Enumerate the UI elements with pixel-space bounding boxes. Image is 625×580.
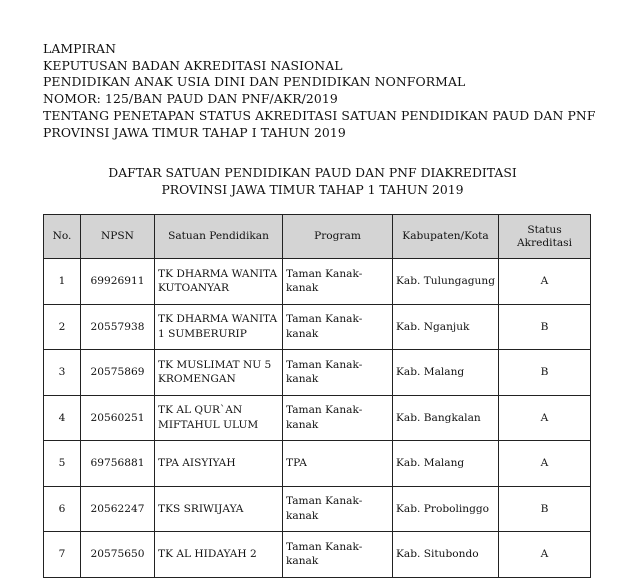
cell-no: 6 xyxy=(44,486,81,532)
cell-satuan xyxy=(155,350,283,396)
table-row xyxy=(44,486,591,532)
cell-program xyxy=(283,304,393,350)
cell-program-line: kanak xyxy=(286,282,319,295)
col-header-status xyxy=(499,215,591,259)
cell-satuan-line: KUTOANYAR xyxy=(158,282,229,295)
cell-program-line: Taman Kanak- xyxy=(286,358,363,371)
cell-kabupaten: Kab. Tulungagung xyxy=(393,259,499,305)
cell-satuan-line: TK DHARMA WANITA xyxy=(158,267,278,280)
cell-no: 4 xyxy=(44,395,81,441)
cell-program xyxy=(283,395,393,441)
cell-program-line: Taman Kanak- xyxy=(286,404,363,417)
cell-satuan-line: TK AL QUR`AN xyxy=(158,404,243,417)
header-line: NOMOR: 125/BAN PAUD DAN PNF/AKR/2019 xyxy=(43,91,338,107)
cell-npsn: 20575650 xyxy=(81,532,155,578)
cell-program xyxy=(283,350,393,396)
col-header-program: Program xyxy=(283,215,393,259)
cell-status: A xyxy=(499,532,591,578)
cell-program xyxy=(283,532,393,578)
cell-program-line: kanak xyxy=(286,373,319,386)
table-row xyxy=(44,441,591,487)
table-header-row xyxy=(44,215,591,259)
cell-status: B xyxy=(499,486,591,532)
header-line: LAMPIRAN xyxy=(43,41,117,56)
cell-npsn: 20575869 xyxy=(81,350,155,396)
table-title-line: DAFTAR SATUAN PENDIDIKAN PAUD DAN PNF DIAKREDITASI xyxy=(108,165,517,180)
cell-satuan xyxy=(155,486,283,532)
cell-satuan xyxy=(155,259,283,305)
table-row xyxy=(44,395,591,441)
col-header-npsn: NPSN xyxy=(81,215,155,259)
accreditation-table xyxy=(43,214,591,578)
cell-satuan-line: TK DHARMA WANITA xyxy=(158,313,278,326)
cell-status: A xyxy=(499,395,591,441)
cell-status: B xyxy=(499,304,591,350)
cell-satuan-line: TPA AISYIYAH xyxy=(158,457,236,469)
header-line: KEPUTUSAN BADAN AKREDITASI NASIONAL xyxy=(43,57,343,73)
table-row xyxy=(44,532,591,578)
cell-satuan-line: TK MUSLIMAT NU 5 xyxy=(158,358,272,371)
cell-kabupaten: Kab. Bangkalan xyxy=(393,395,499,441)
cell-program-line: Taman Kanak- xyxy=(286,495,363,508)
cell-npsn: 69756881 xyxy=(81,441,155,487)
header-line: PENDIDIKAN ANAK USIA DINI DAN PENDIDIKAN NONFORMAL xyxy=(43,74,466,90)
cell-satuan-line: MIFTAHUL ULUM xyxy=(158,418,259,431)
table-title xyxy=(0,165,625,198)
cell-program-line: kanak xyxy=(286,327,319,340)
col-header-status-line: Akreditasi xyxy=(517,236,572,249)
cell-kabupaten: Kab. Malang xyxy=(393,350,499,396)
cell-program-line: Taman Kanak- xyxy=(286,540,363,553)
cell-program-line: kanak xyxy=(286,555,319,568)
cell-no: 7 xyxy=(44,532,81,578)
cell-program-line: kanak xyxy=(286,509,319,522)
cell-program-line: kanak xyxy=(286,418,319,431)
cell-satuan xyxy=(155,304,283,350)
col-header-no: No. xyxy=(44,215,81,259)
cell-npsn: 20557938 xyxy=(81,304,155,350)
table-row xyxy=(44,304,591,350)
cell-satuan xyxy=(155,395,283,441)
cell-no: 3 xyxy=(44,350,81,396)
cell-satuan xyxy=(155,532,283,578)
cell-npsn: 20562247 xyxy=(81,486,155,532)
cell-program xyxy=(283,441,393,487)
table-row xyxy=(44,259,591,305)
col-header-satuan: Satuan Pendidikan xyxy=(155,215,283,259)
table-title-line: PROVINSI JAWA TIMUR TAHAP 1 TAHUN 2019 xyxy=(161,181,464,197)
cell-program xyxy=(283,259,393,305)
cell-npsn: 69926911 xyxy=(81,259,155,305)
col-header-status-line: Status xyxy=(527,223,562,236)
cell-kabupaten: Kab. Nganjuk xyxy=(393,304,499,350)
cell-satuan-line: KROMENGAN xyxy=(158,373,236,386)
cell-satuan-line: TKS SRIWIJAYA xyxy=(158,502,244,515)
cell-status: A xyxy=(499,259,591,305)
cell-satuan-line: 1 SUMBERURIP xyxy=(158,327,247,340)
cell-program-line: Taman Kanak- xyxy=(286,267,363,280)
document-header xyxy=(43,41,596,141)
cell-no: 1 xyxy=(44,259,81,305)
cell-status: B xyxy=(499,350,591,396)
cell-program xyxy=(283,486,393,532)
header-line: TENTANG PENETAPAN STATUS AKREDITASI SATUAN PENDIDIKAN PAUD DAN PNF xyxy=(43,107,596,123)
cell-kabupaten: Kab. Malang xyxy=(393,441,499,487)
cell-no: 5 xyxy=(44,441,81,487)
cell-status: A xyxy=(499,441,591,487)
cell-no: 2 xyxy=(44,304,81,350)
cell-npsn: 20560251 xyxy=(81,395,155,441)
header-line: PROVINSI JAWA TIMUR TAHAP I TAHUN 2019 xyxy=(43,124,346,140)
col-header-kabupaten: Kabupaten/Kota xyxy=(393,215,499,259)
table-row xyxy=(44,350,591,396)
cell-kabupaten: Kab. Probolinggo xyxy=(393,486,499,532)
cell-satuan xyxy=(155,441,283,487)
cell-program-line: TPA xyxy=(286,457,307,469)
cell-program-line: Taman Kanak- xyxy=(286,313,363,326)
cell-satuan-line: TK AL HIDAYAH 2 xyxy=(158,548,257,560)
cell-kabupaten: Kab. Situbondo xyxy=(393,532,499,578)
